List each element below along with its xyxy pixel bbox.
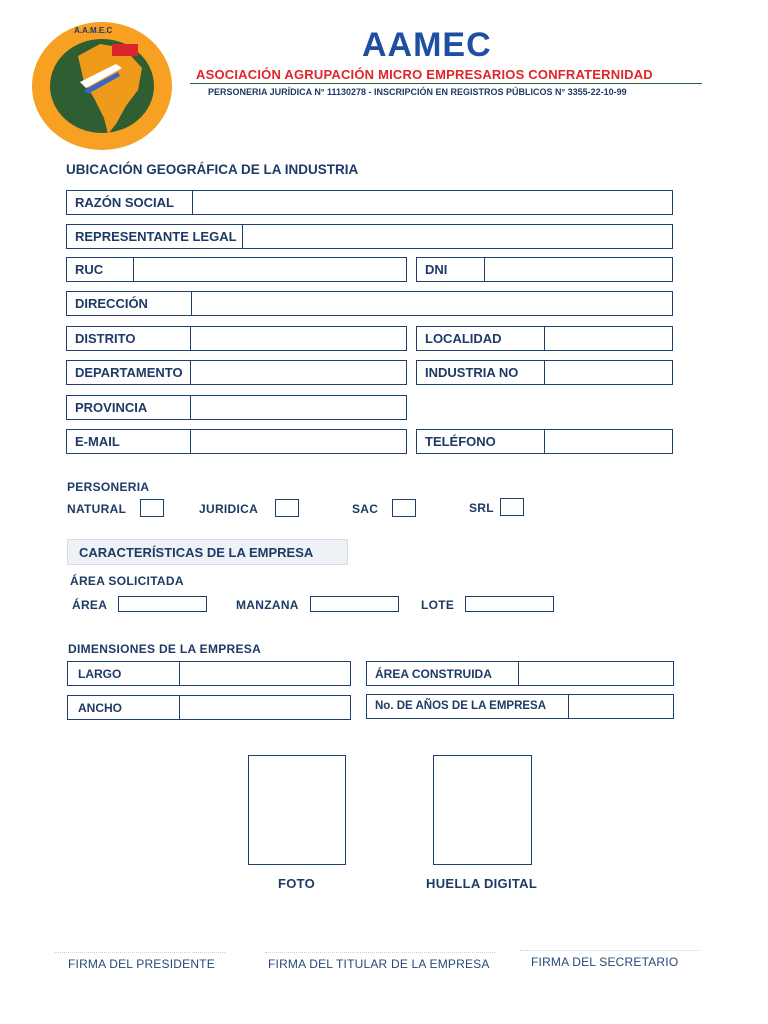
ruc-label: RUC: [67, 258, 134, 281]
provincia-field[interactable]: [66, 395, 407, 420]
razon-social-label: RAZÓN SOCIAL: [67, 191, 193, 214]
departamento-label: DEPARTAMENTO: [67, 361, 191, 384]
provincia-label: PROVINCIA: [67, 396, 191, 419]
razon-social-field[interactable]: [66, 190, 673, 215]
direccion-field[interactable]: [66, 291, 673, 316]
header-rule: [190, 83, 702, 84]
juridica-checkbox[interactable]: [275, 499, 299, 517]
representante-legal-label: REPRESENTANTE LEGAL: [67, 225, 243, 248]
natural-checkbox[interactable]: [140, 499, 164, 517]
signature-line-presidente: [55, 952, 225, 953]
sac-checkbox[interactable]: [392, 499, 416, 517]
huella-digital-label: HUELLA DIGITAL: [426, 876, 538, 891]
largo-label: LARGO: [68, 662, 180, 685]
srl-label: SRL: [469, 501, 494, 515]
personeria-heading: PERSONERIA: [67, 480, 150, 494]
email-label: E-MAIL: [67, 430, 191, 453]
srl-checkbox[interactable]: [500, 498, 524, 516]
area-label: ÁREA: [72, 598, 108, 612]
manzana-label: MANZANA: [236, 598, 299, 612]
sac-label: SAC: [352, 502, 379, 516]
juridica-label: JURIDICA: [199, 502, 259, 516]
area-solicitada-heading: ÁREA SOLICITADA: [70, 574, 184, 588]
huella-digital-box[interactable]: [433, 755, 532, 865]
ruc-field[interactable]: [66, 257, 407, 282]
manzana-input[interactable]: [310, 596, 399, 612]
section-ubicacion-heading: UBICACIÓN GEOGRÁFICA DE LA INDUSTRIA: [66, 162, 359, 177]
firma-secretario: FIRMA DEL SECRETARIO: [531, 955, 679, 969]
lote-input[interactable]: [465, 596, 554, 612]
area-construida-field[interactable]: [366, 661, 674, 686]
foto-box[interactable]: [248, 755, 346, 865]
localidad-field[interactable]: [416, 326, 673, 351]
direccion-label: DIRECCIÓN: [67, 292, 192, 315]
firma-titular: FIRMA DEL TITULAR DE LA EMPRESA: [268, 957, 490, 971]
registration-text: PERSONERIA JURÍDICA N° 11130278 - INSCRIPCIÓN EN REGISTROS PÚBLICOS N° 3355-22-10-99: [208, 87, 627, 97]
anos-empresa-label: No. DE AÑOS DE LA EMPRESA: [367, 695, 569, 718]
dni-label: DNI: [417, 258, 485, 281]
logo-text: A.A.M.E.C: [74, 26, 113, 35]
foto-label: FOTO: [278, 876, 316, 891]
ancho-label: ANCHO: [68, 696, 180, 719]
departamento-field[interactable]: [66, 360, 407, 385]
industria-no-label: INDUSTRIA NO: [417, 361, 545, 384]
lote-label: LOTE: [421, 598, 455, 612]
localidad-label: LOCALIDAD: [417, 327, 545, 350]
industria-no-field[interactable]: [416, 360, 673, 385]
distrito-field[interactable]: [66, 326, 407, 351]
area-construida-label: ÁREA CONSTRUIDA: [367, 662, 519, 685]
dimensiones-heading: DIMENSIONES DE LA EMPRESA: [68, 642, 262, 656]
caracteristicas-heading: CARACTERÍSTICAS DE LA EMPRESA: [79, 545, 314, 560]
distrito-label: DISTRITO: [67, 327, 191, 350]
logo: [30, 20, 175, 152]
email-field[interactable]: [66, 429, 407, 454]
telefono-label: TELÉFONO: [417, 430, 545, 453]
signature-line-secretario: [520, 950, 700, 951]
area-input[interactable]: [118, 596, 207, 612]
ancho-field[interactable]: [67, 695, 351, 720]
largo-field[interactable]: [67, 661, 351, 686]
anos-empresa-field[interactable]: [366, 694, 674, 719]
telefono-field[interactable]: [416, 429, 673, 454]
natural-label: NATURAL: [67, 502, 127, 516]
signature-line-titular: [265, 952, 495, 953]
page-title: AAMEC: [362, 26, 492, 64]
dni-field[interactable]: [416, 257, 673, 282]
representante-legal-field[interactable]: [66, 224, 673, 249]
firma-presidente: FIRMA DEL PRESIDENTE: [68, 957, 215, 971]
organization-name: ASOCIACIÓN AGRUPACIÓN MICRO EMPRESARIOS CONFRATERNIDAD: [196, 67, 653, 82]
